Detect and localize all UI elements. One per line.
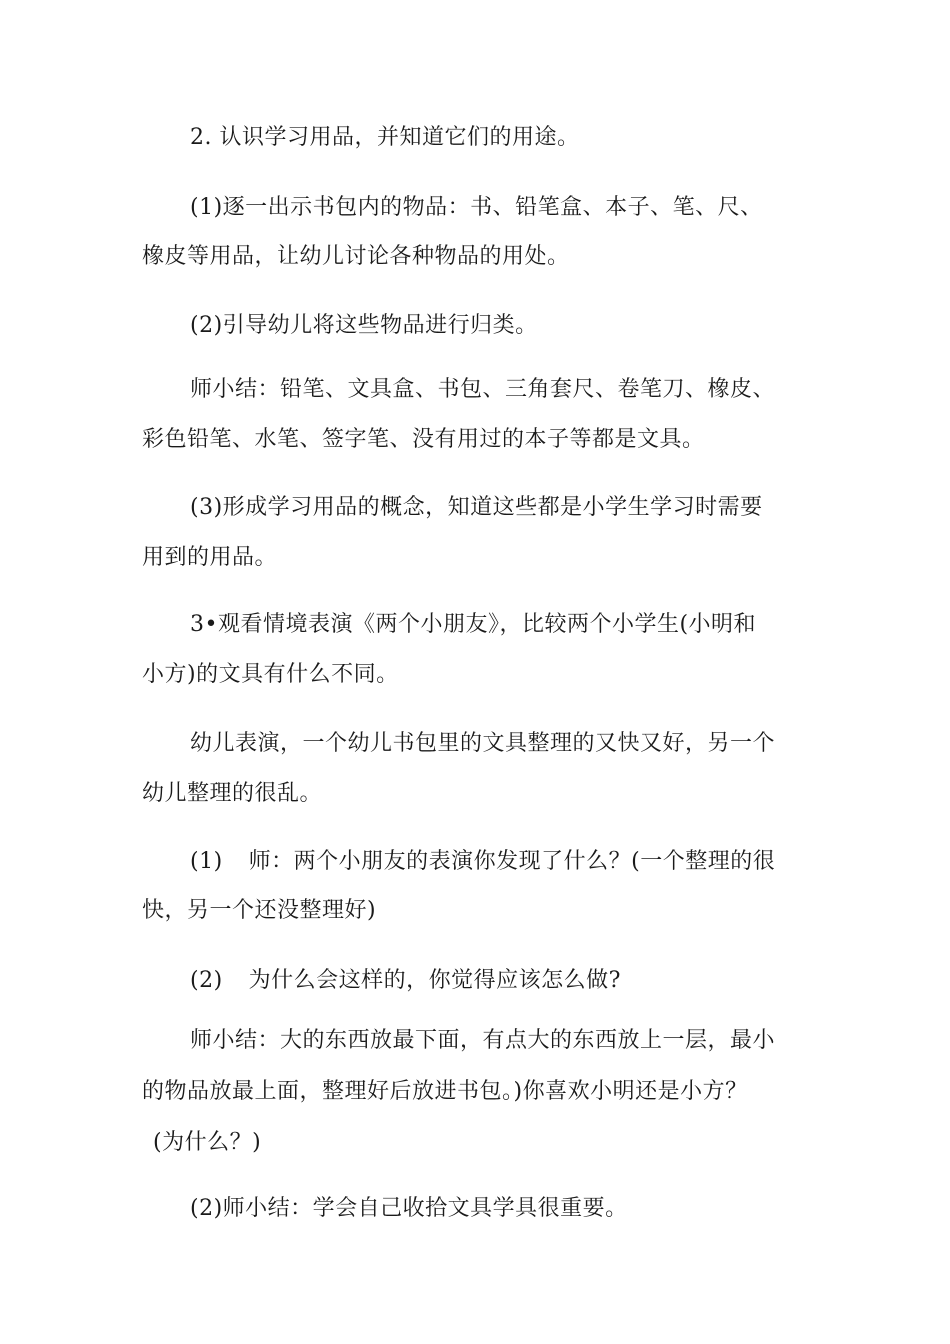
list-item [190, 847, 775, 877]
section-heading: 2. 认识学习用品，并知道它们的用途。 [190, 125, 580, 150]
paragraph-line: 师小结：铅笔、文具盒、书包、三角套尺、卷笔刀、橡皮、 [190, 377, 776, 402]
paragraph-line: (2)师小结：学会自己收拾文具学具很重要。 [190, 1196, 628, 1221]
paragraph-line: 快，另一个还没整理好) [142, 898, 377, 923]
paragraph-line: 师小结：大的东西放最下面，有点大的东西放上一层，最小 [190, 1028, 776, 1053]
list-text: 为什么会这样的，你觉得应该怎么做? [248, 968, 621, 993]
paragraph-line: 小方)的文具有什么不同。 [142, 662, 399, 687]
section-heading: 3•观看情境表演《两个小朋友》，比较两个小学生(小明和 [190, 612, 757, 637]
paragraph-line: (3)形成学习用品的概念，知道这些都是小学生学习时需要 [190, 495, 763, 520]
paragraph-line: (为什么？) [153, 1130, 262, 1155]
list-item [190, 966, 621, 996]
paragraph-line: 彩色铅笔、水笔、签字笔、没有用过的本子等都是文具。 [142, 427, 705, 452]
paragraph-line: 橡皮等用品，让幼儿讨论各种物品的用处。 [142, 244, 570, 269]
list-marker: (2) [190, 968, 223, 993]
paragraph-line: (1)逐一出示书包内的物品：书、铅笔盒、本子、笔、尺、 [190, 195, 763, 220]
paragraph-line: (2)引导幼儿将这些物品进行归类。 [190, 313, 538, 338]
paragraph-line: 幼儿表演，一个幼儿书包里的文具整理的又快又好，另一个 [190, 731, 776, 756]
paragraph-line: 幼儿整理的很乱。 [142, 781, 323, 806]
list-marker: (1) [190, 849, 223, 874]
paragraph-line: 的物品放最上面，整理好后放进书包。)你喜欢小明还是小方？ [142, 1079, 748, 1104]
list-text: 师：两个小朋友的表演你发现了什么？(一个整理的很 [248, 849, 776, 874]
paragraph-line: 用到的用品。 [142, 545, 278, 570]
